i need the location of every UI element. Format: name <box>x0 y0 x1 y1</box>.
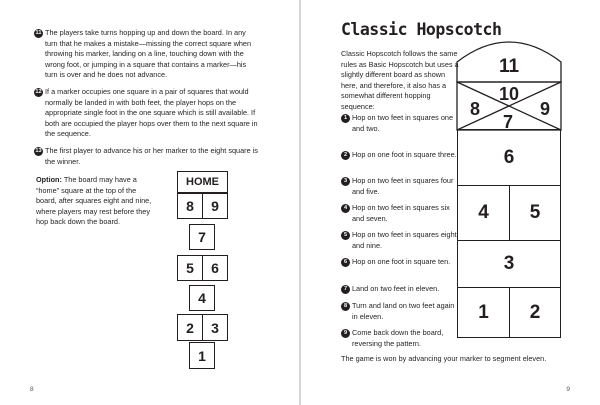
step-5 <box>341 230 461 251</box>
step-9 <box>341 328 461 349</box>
intro-paragraph: Classic Hopscotch follows the same rules as Basic Hopscotch but uses a slightly different board as shown here, and therefore, it also has a somewhat different hopping sequence: <box>341 49 459 111</box>
square-6: 6 <box>202 255 228 281</box>
page-number: 8 <box>30 386 34 393</box>
rule-11 <box>34 28 259 81</box>
square-1: 1 <box>189 342 215 369</box>
right-page <box>301 0 600 405</box>
step-number-badge: 4 <box>341 204 350 213</box>
square-5: 5 <box>177 255 203 281</box>
step-7 <box>341 284 461 295</box>
step-text: Hop on two feet in squares eight and nine. <box>352 230 457 250</box>
rule-12 <box>34 87 259 140</box>
square-7: 7 <box>502 112 513 132</box>
square-3: 3 <box>457 240 561 288</box>
step-number-badge: 7 <box>341 285 350 294</box>
step-8 <box>341 301 461 322</box>
step-number-badge: 1 <box>341 114 350 123</box>
square-1: 1 <box>457 287 510 338</box>
step-number-badge: 8 <box>341 302 350 311</box>
square-8: 8 <box>469 99 480 119</box>
option-paragraph <box>36 175 156 228</box>
step-2 <box>341 150 461 161</box>
step-number-badge: 3 <box>341 177 350 186</box>
left-page <box>0 0 299 405</box>
rule-number-badge: 11 <box>35 30 42 36</box>
step-3 <box>341 176 461 197</box>
square-11: 11 <box>498 56 520 77</box>
square-10: 10 <box>498 84 520 104</box>
square-4: 4 <box>189 285 215 311</box>
closing-sentence: The game is won by advancing your marker to segment eleven. <box>341 354 547 363</box>
square-2: 2 <box>177 314 203 341</box>
page-number: 9 <box>566 386 570 393</box>
step-number-badge: 9 <box>341 329 350 338</box>
step-text: Hop on one foot in square three. <box>352 150 457 159</box>
step-6 <box>341 257 461 268</box>
step-text: Hop on one foot in square ten. <box>352 257 451 266</box>
square-5: 5 <box>509 185 561 241</box>
page-title: Classic Hopscotch <box>341 20 502 39</box>
step-text: Hop on two feet in squares six and seven. <box>352 203 450 223</box>
step-number-badge: 5 <box>341 231 350 240</box>
step-1 <box>341 113 461 134</box>
rule-text: The players take turns hopping up and down the board. In any turn that he makes a mistake—missing the correct square when throwing his marker, landing on a line, touching down with the wrong foot, or jumping in a square that contains a marker—his turn is over and he does not advance. <box>45 28 252 80</box>
option-text: The board may have a “home” square at the top of the board, after squares eight and nine, where players may rest before they hop back down the board. <box>36 175 152 227</box>
step-number-badge: 2 <box>341 151 350 160</box>
square-9: 9 <box>539 99 550 119</box>
rule-13 <box>34 146 259 167</box>
square-2: 2 <box>509 287 561 338</box>
square-8: 8 <box>177 193 203 219</box>
step-text: Land on two feet in eleven. <box>352 284 440 293</box>
rule-text: The first player to advance his or her marker to the eight square is the winner. <box>45 146 258 166</box>
step-4 <box>341 203 461 224</box>
step-text: Hop on two feet in squares four and five. <box>352 176 454 196</box>
step-text: Hop on two feet in squares one and two. <box>352 113 454 133</box>
step-text: Turn and land on two feet again in eleven. <box>352 301 455 321</box>
rule-number-badge: 12 <box>35 89 42 95</box>
square-9: 9 <box>202 193 228 219</box>
rule-number-badge: 13 <box>35 148 42 154</box>
option-label: Option: <box>36 175 62 184</box>
square-3: 3 <box>202 314 228 341</box>
step-number-badge: 6 <box>341 258 350 267</box>
step-text: Come back down the board, reversing the pattern. <box>352 328 444 348</box>
square-home: HOME <box>177 171 228 193</box>
square-7: 7 <box>189 224 215 250</box>
square-4: 4 <box>457 185 510 241</box>
rule-text: If a marker occupies one square in a pair of squares that would normally be landed in with both feet, the player hops on the appropriate single foot in the one square which is still available. If both are occupied the player hops over them to the next square in the sequence. <box>45 87 258 139</box>
square-6: 6 <box>457 129 561 186</box>
